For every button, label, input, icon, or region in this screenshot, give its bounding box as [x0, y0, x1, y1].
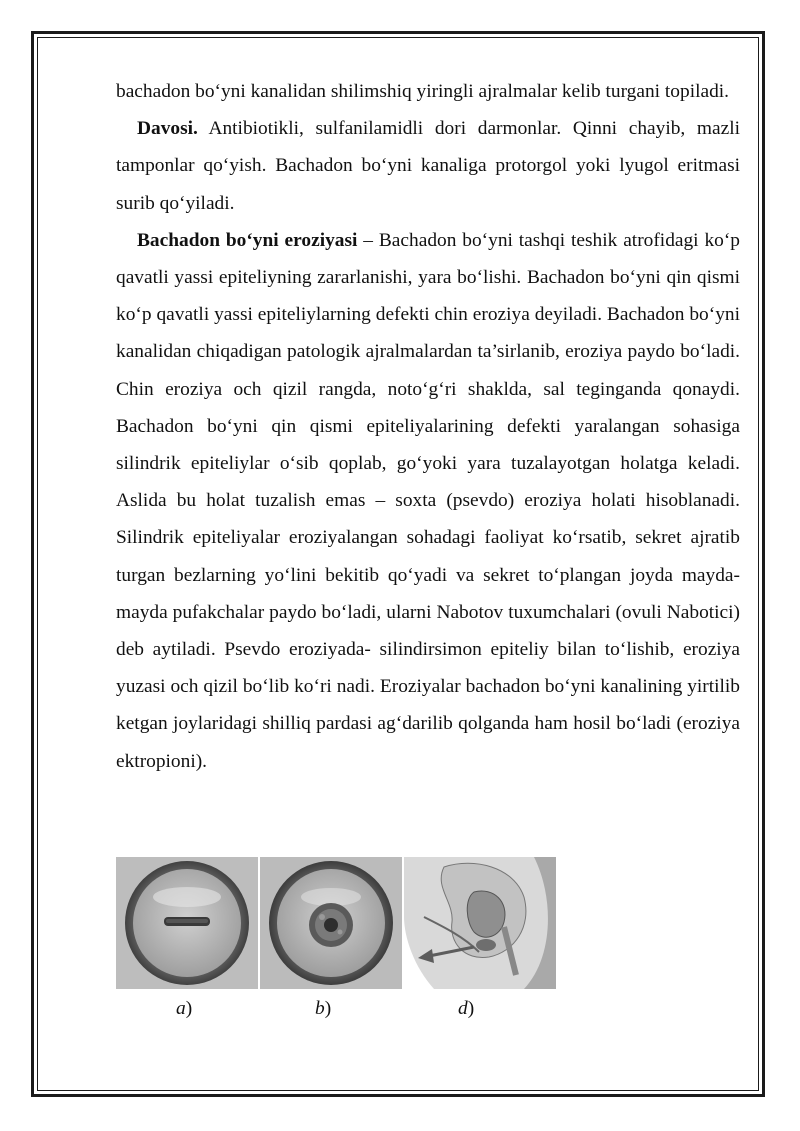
cervix-normal-photo-icon — [116, 857, 258, 989]
figure-strip — [116, 857, 556, 989]
cervix-erosion-photo-icon — [260, 857, 402, 989]
erosion-heading: Bachadon bo‘yni eroziyasi — [137, 229, 358, 251]
figure-d-image — [404, 857, 556, 989]
pelvic-anatomy-illustration-icon — [404, 857, 556, 989]
figure-captions — [0, 998, 800, 1028]
paragraph-erosion — [116, 222, 740, 780]
caption-a: a) — [176, 998, 193, 1019]
treatment-heading: Davosi. — [137, 118, 198, 140]
figure-a-image — [116, 857, 258, 989]
erosion-text: – Bachadon bo‘yni tashqi teshik atrofidagi ko‘p qavatli yassi epiteliyning zararlanishi, yara bo‘lishi. Bachadon bo‘yni qin qismi ko‘p qavatli yassi epiteliylarning defekti chin eroziya deyiladi. Bachadon bo‘yni kanalidan chiqadigan patologik ajralmalardan ta’sirlanib, eroziya paydo bo‘ladi. Chin eroziya och qizil rangda, noto‘g‘ri shaklda, sal teginganda qonaydi. Bachadon bo‘yni qin qismi epiteliyalarining defekti yaralangan sohasiga silindrik epiteliylar o‘sib qoplab, go‘yoki yara tuzalayotgan holatga keladi. Aslida bu holat tuzalish emas – soxta (psevdo) eroziya holati hisoblanadi. Silindrik epiteliyalar eroziyalangan sohadagi faoliyat ko‘rsatib, sekret ajratib turgan bezlarning yo‘lini bekitib qo‘yadi va sekret to‘plangan joyda mayda-mayda pufakchalar paydo bo‘ladi, ularni Nabotov tuxumchalari (ovuli Nabotici) deb aytiladi. Psevdo eroziyada- silindirsimon epiteliy bilan to‘lishib, eroziya yuzasi och qizil bo‘lib ko‘ri nadi. Eroziyalar bachadon bo‘yni kanalining yirtilib ketgan joylaridagi shilliq pardasi ag‘darilib qolganda ham hosil bo‘ladi (eroziya ektropioni). — [116, 229, 740, 772]
caption-b: b) — [315, 998, 332, 1019]
caption-d: d) — [458, 998, 475, 1019]
paragraph-treatment — [116, 110, 740, 222]
treatment-text: Antibiotikli, sulfanilamidli dori darmonlar. Qinni chayib, mazli tamponlar qo‘yish. Bachadon bo‘yni kanaliga protorgol yoki lyugol eritmasi surib qo‘yiladi. — [116, 118, 740, 214]
figure-b-image — [260, 857, 402, 989]
body-text — [116, 73, 740, 780]
paragraph-1: bachadon bo‘yni kanalidan shilimshiq yiringli ajralmalar kelib turgani topiladi. — [116, 81, 730, 102]
